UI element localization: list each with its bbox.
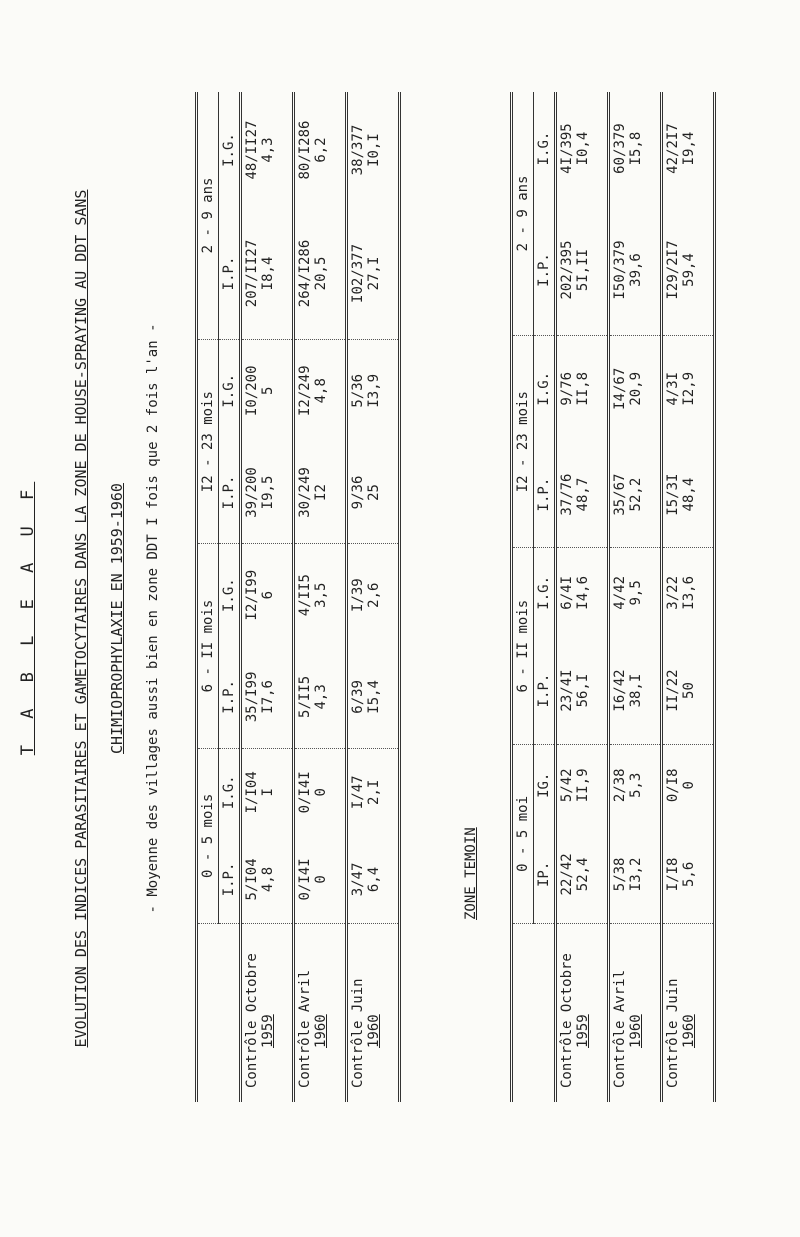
cell-index: 6,4 bbox=[366, 866, 382, 893]
cell-index: 25 bbox=[366, 484, 382, 501]
table-cell bbox=[556, 826, 609, 924]
cell-ratio: 5/II5 bbox=[297, 675, 313, 718]
index-header: I.G. bbox=[534, 335, 556, 441]
cell-ratio: 264/I286 bbox=[297, 239, 313, 308]
cell-index: I5,4 bbox=[366, 680, 382, 714]
cell-index: 4,3 bbox=[313, 684, 329, 710]
table-cell bbox=[556, 335, 609, 441]
cell-ratio: 207/II27 bbox=[244, 239, 260, 308]
table-cell bbox=[294, 646, 347, 748]
index-header: I.P. bbox=[219, 208, 241, 339]
table-row bbox=[556, 92, 609, 1102]
cell-ratio: 2/38 bbox=[612, 768, 628, 803]
cell-index: 20,5 bbox=[313, 256, 329, 291]
index-header: IP. bbox=[534, 826, 556, 924]
control-label: Contrôle Juin bbox=[350, 978, 366, 1088]
row-header bbox=[241, 924, 294, 1103]
index-header: I.P. bbox=[534, 205, 556, 335]
table-cell bbox=[241, 836, 294, 924]
cell-ratio: I02/377 bbox=[350, 243, 366, 303]
table-cell bbox=[609, 826, 662, 924]
cell-ratio: 9/76 bbox=[559, 371, 575, 406]
cell-index: 6 bbox=[260, 590, 276, 600]
table-cell bbox=[347, 748, 400, 836]
age-group-header: I2 - 23 mois bbox=[512, 335, 534, 548]
cell-index: I2,9 bbox=[681, 371, 697, 406]
cell-ratio: 60/379 bbox=[612, 123, 628, 174]
control-label: Contrôle Avril bbox=[297, 969, 313, 1088]
corner-cell bbox=[512, 924, 556, 1103]
cell-ratio: 0/I4I bbox=[297, 858, 313, 901]
cell-index: 20,9 bbox=[628, 371, 644, 406]
table-cell bbox=[609, 442, 662, 548]
cell-index: 2,6 bbox=[366, 582, 382, 608]
control-label: Contrôle Octobre bbox=[244, 953, 260, 1088]
row-header bbox=[294, 924, 347, 1103]
table-cell bbox=[241, 92, 294, 208]
ddt-zone-table bbox=[195, 92, 401, 1102]
cell-index: I0,4 bbox=[575, 131, 591, 166]
table-cell bbox=[347, 92, 400, 208]
control-year: 1959 bbox=[575, 1014, 591, 1048]
cell-ratio: 35/I99 bbox=[244, 671, 260, 723]
cell-index: 38,I bbox=[628, 673, 644, 708]
table-cell bbox=[347, 339, 400, 441]
cell-index: 52,4 bbox=[575, 857, 591, 892]
page-title: T A B L E A U F bbox=[18, 481, 38, 756]
table-cell bbox=[662, 205, 715, 335]
cell-ratio: 9/36 bbox=[350, 475, 366, 510]
table-cell bbox=[609, 637, 662, 744]
table-cell bbox=[609, 205, 662, 335]
table-cell bbox=[294, 748, 347, 836]
table-cell bbox=[609, 92, 662, 205]
index-header: I.P. bbox=[534, 442, 556, 548]
cell-index: I9,5 bbox=[260, 475, 276, 510]
cell-ratio: 5/36 bbox=[350, 373, 366, 408]
cell-index: I2 bbox=[313, 484, 329, 501]
cell-ratio: I4/67 bbox=[612, 367, 628, 410]
table-cell bbox=[556, 92, 609, 205]
table-cell bbox=[294, 442, 347, 544]
cell-index: 48,7 bbox=[575, 477, 591, 512]
table-row bbox=[609, 92, 662, 1102]
table-cell bbox=[609, 548, 662, 637]
cell-index: 50 bbox=[681, 682, 697, 699]
cell-index: I9,4 bbox=[681, 131, 697, 166]
cell-ratio: 3/47 bbox=[350, 862, 366, 897]
index-header: I.P. bbox=[219, 646, 241, 748]
cell-index: I8,4 bbox=[260, 256, 276, 291]
cell-ratio: I/I8 bbox=[665, 857, 681, 892]
table-body bbox=[241, 92, 400, 1102]
table-cell bbox=[662, 548, 715, 637]
cell-index: 5 bbox=[260, 386, 276, 395]
cell-ratio: I6/42 bbox=[612, 669, 628, 712]
cell-ratio: 4/II5 bbox=[297, 574, 313, 617]
table-cell bbox=[241, 646, 294, 748]
cell-ratio: 6/39 bbox=[350, 680, 366, 714]
cell-index: 0 bbox=[681, 781, 697, 790]
table-cell bbox=[556, 205, 609, 335]
cell-ratio: I/47 bbox=[350, 775, 366, 810]
cell-index: 0 bbox=[313, 788, 329, 797]
index-header: I.P. bbox=[219, 442, 241, 544]
table-row bbox=[294, 92, 347, 1102]
cell-ratio: I5/3I bbox=[665, 473, 681, 516]
table-cell bbox=[662, 442, 715, 548]
table-cell bbox=[241, 442, 294, 544]
cell-ratio: I/I04 bbox=[244, 771, 260, 814]
row-header bbox=[556, 924, 609, 1103]
age-group-header: 2 - 9 ans bbox=[512, 92, 534, 335]
cell-index: I5,8 bbox=[628, 131, 644, 166]
table-row bbox=[662, 92, 715, 1102]
control-label: Contrôle Octobre bbox=[559, 953, 575, 1088]
control-year: 1960 bbox=[681, 1014, 697, 1048]
index-header: I.G. bbox=[534, 548, 556, 637]
cell-index: 5,6 bbox=[681, 861, 697, 888]
row-header bbox=[609, 924, 662, 1103]
age-group-header: 6 - II mois bbox=[512, 548, 534, 744]
cell-index: 59,4 bbox=[681, 253, 697, 287]
index-header: I.P. bbox=[534, 637, 556, 744]
table-cell bbox=[294, 544, 347, 646]
cell-ratio: I2/I99 bbox=[244, 569, 260, 621]
table-cell bbox=[556, 548, 609, 637]
table-cell bbox=[347, 646, 400, 748]
index-header: I.P. bbox=[219, 836, 241, 924]
cell-ratio: 0/I4I bbox=[297, 771, 313, 814]
cell-index: I bbox=[260, 788, 276, 797]
cell-index: 27,I bbox=[366, 256, 382, 291]
cell-index: II,9 bbox=[575, 768, 591, 803]
cell-ratio: 37/76 bbox=[559, 473, 575, 516]
table-cell bbox=[241, 208, 294, 339]
cell-ratio: 5/42 bbox=[559, 768, 575, 803]
table-cell bbox=[241, 544, 294, 646]
cell-ratio: 42/2I7 bbox=[665, 123, 681, 174]
control-year: 1960 bbox=[628, 1014, 644, 1048]
cell-index: I7,6 bbox=[260, 680, 276, 714]
cell-index: II,8 bbox=[575, 371, 591, 406]
cell-index: 9,5 bbox=[628, 580, 644, 606]
cell-index: 5,3 bbox=[628, 772, 644, 798]
cell-index: 52,2 bbox=[628, 477, 644, 512]
table-cell bbox=[347, 208, 400, 339]
cell-ratio: 23/4I bbox=[559, 669, 575, 712]
table-cell bbox=[347, 544, 400, 646]
cell-ratio: 4I/395 bbox=[559, 123, 575, 174]
index-header: I.G. bbox=[534, 92, 556, 205]
index-header: IG. bbox=[534, 744, 556, 825]
table-cell bbox=[294, 92, 347, 208]
table-body bbox=[556, 92, 715, 1102]
cell-ratio: 30/249 bbox=[297, 467, 313, 518]
table-row bbox=[347, 92, 400, 1102]
index-header: I.G. bbox=[219, 92, 241, 208]
cell-index: I3,2 bbox=[628, 857, 644, 892]
cell-index: I4,6 bbox=[575, 576, 591, 610]
cell-index: 4,8 bbox=[260, 866, 276, 893]
cell-index: 39,6 bbox=[628, 253, 644, 287]
cell-ratio: 5/38 bbox=[612, 857, 628, 892]
row-header bbox=[347, 924, 400, 1103]
cell-ratio: 3/22 bbox=[665, 576, 681, 610]
cell-ratio: 4/3I bbox=[665, 371, 681, 406]
cell-ratio: 48/II27 bbox=[244, 120, 260, 180]
document-subtitle: EVOLUTION DES INDICES PARASITAIRES ET GAMETOCYTAIRES DANS LA ZONE DE HOUSE-SPRAYING AU DDT SANS bbox=[72, 189, 90, 1048]
cell-ratio: 0/I8 bbox=[665, 768, 681, 803]
table-cell bbox=[556, 744, 609, 825]
cell-index: 4,8 bbox=[313, 378, 329, 404]
cell-ratio: 5/I04 bbox=[244, 858, 260, 901]
cell-ratio: 38/377 bbox=[350, 124, 366, 176]
cell-index: I3,6 bbox=[681, 576, 697, 610]
age-group-header: I2 - 23 mois bbox=[197, 339, 219, 543]
cell-ratio: I2/249 bbox=[297, 365, 313, 417]
table-cell bbox=[241, 748, 294, 836]
table-cell bbox=[347, 836, 400, 924]
control-year: 1960 bbox=[313, 1014, 329, 1048]
corner-cell bbox=[197, 924, 241, 1103]
table-cell bbox=[609, 335, 662, 441]
cell-ratio: I29/2I7 bbox=[665, 240, 681, 300]
cell-ratio: I/39 bbox=[350, 578, 366, 613]
cell-ratio: 6/4I bbox=[559, 576, 575, 610]
cell-index: 5I,II bbox=[575, 248, 591, 292]
cell-ratio: 22/42 bbox=[559, 853, 575, 896]
cell-index: 56,I bbox=[575, 673, 591, 708]
control-label: Contrôle Avril bbox=[612, 969, 628, 1088]
table-cell bbox=[662, 826, 715, 924]
table-cell bbox=[662, 335, 715, 441]
index-header: I.G. bbox=[219, 544, 241, 646]
control-year: 1959 bbox=[260, 1014, 276, 1048]
cell-ratio: 39/200 bbox=[244, 467, 260, 518]
zone-temoin-label: ZONE TEMOIN bbox=[463, 827, 479, 920]
age-group-header: 6 - II mois bbox=[197, 544, 219, 748]
table-cell bbox=[294, 339, 347, 441]
table-cell bbox=[294, 208, 347, 339]
table-cell bbox=[662, 92, 715, 205]
cell-ratio: 80/I286 bbox=[297, 120, 313, 180]
cell-ratio: 4/42 bbox=[612, 576, 628, 610]
cell-index: I3,9 bbox=[366, 373, 382, 408]
control-year: 1960 bbox=[366, 1014, 382, 1048]
document-subtitle-2: CHIMIOPROPHYLAXIE EN 1959-1960 bbox=[108, 483, 126, 754]
table-cell bbox=[241, 339, 294, 441]
table-cell bbox=[662, 637, 715, 744]
cell-index: 6,2 bbox=[313, 137, 329, 163]
table-cell bbox=[609, 744, 662, 825]
control-zone-table bbox=[510, 92, 716, 1102]
index-header: I.G. bbox=[219, 339, 241, 441]
table-cell bbox=[662, 744, 715, 825]
cell-index: 3,5 bbox=[313, 582, 329, 608]
row-header bbox=[662, 924, 715, 1103]
cell-index: I0,I bbox=[366, 133, 382, 167]
table-cell bbox=[347, 442, 400, 544]
cell-ratio: 35/67 bbox=[612, 473, 628, 516]
table-cell bbox=[556, 637, 609, 744]
cell-index: 0 bbox=[313, 875, 329, 884]
age-group-header: 0 - 5 mois bbox=[197, 748, 219, 923]
table-cell bbox=[294, 836, 347, 924]
cell-ratio: 202/395 bbox=[559, 240, 575, 300]
document-note: - Moyenne des villages aussi bien en zone DDT I fois que 2 fois l'an - bbox=[145, 323, 161, 914]
cell-ratio: I50/379 bbox=[612, 240, 628, 300]
cell-index: 48,4 bbox=[681, 477, 697, 512]
cell-ratio: I0/200 bbox=[244, 365, 260, 417]
index-header: I.G. bbox=[219, 748, 241, 836]
table-cell bbox=[556, 442, 609, 548]
table-row bbox=[241, 92, 294, 1102]
age-group-header: 2 - 9 ans bbox=[197, 92, 219, 339]
control-label: Contrôle Juin bbox=[665, 978, 681, 1088]
cell-index: 2,I bbox=[366, 779, 382, 805]
cell-ratio: II/22 bbox=[665, 669, 681, 712]
cell-index: 4,3 bbox=[260, 137, 276, 163]
age-group-header: 0 - 5 moi bbox=[512, 744, 534, 923]
